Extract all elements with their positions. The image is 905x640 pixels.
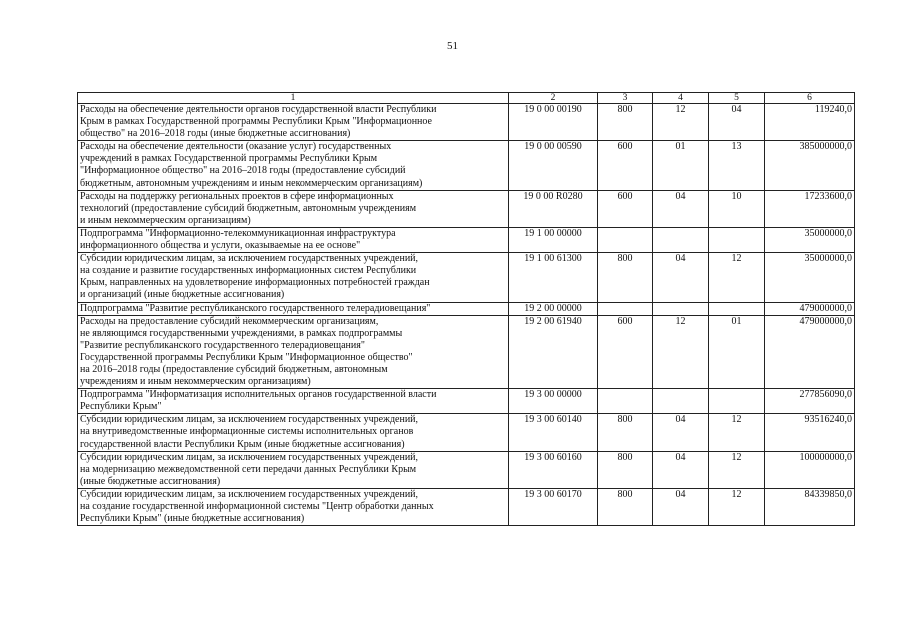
row-description: Подпрограмма "Информационно-телекоммуникационная инфраструктура информационного общества и услуги, оказываемые на ее основе" bbox=[78, 227, 509, 252]
row-subsection: 12 bbox=[709, 488, 765, 525]
row-expense-type bbox=[598, 389, 653, 414]
row-subsection: 12 bbox=[709, 253, 765, 302]
row-section bbox=[653, 227, 709, 252]
table-row bbox=[78, 104, 855, 141]
row-description: Субсидии юридическим лицам, за исключением государственных учреждений, на внутриведомственные информационные системы исполнительных органов государственной власти Республики Крым (иные бюджетные ассигнования) bbox=[78, 414, 509, 451]
row-target-code: 19 1 00 00000 bbox=[509, 227, 598, 252]
row-subsection: 12 bbox=[709, 414, 765, 451]
row-subsection bbox=[709, 227, 765, 252]
row-target-code: 19 2 00 61940 bbox=[509, 315, 598, 389]
column-header-amount: 6 bbox=[765, 93, 855, 104]
row-description: Расходы на поддержку региональных проектов в сфере информационных технологий (предоставление субсидий бюджетным, автономным учреждениям и иным некоммерческим организациям) bbox=[78, 190, 509, 227]
row-subsection: 01 bbox=[709, 315, 765, 389]
table-row bbox=[78, 389, 855, 414]
row-amount: 385000000,0 bbox=[765, 141, 855, 190]
row-expense-type: 600 bbox=[598, 190, 653, 227]
row-section: 01 bbox=[653, 141, 709, 190]
table-row bbox=[78, 451, 855, 488]
column-header-subsection: 5 bbox=[709, 93, 765, 104]
column-header-code: 2 bbox=[509, 93, 598, 104]
table-row bbox=[78, 190, 855, 227]
table-row bbox=[78, 488, 855, 525]
row-description: Расходы на обеспечение деятельности органов государственной власти Республики Крым в рамках Государственной программы Республики Крым "Информационное общество" на 2016–2018 годы (иные бюджетные ассигнования) bbox=[78, 104, 509, 141]
row-target-code: 19 0 00 R0280 bbox=[509, 190, 598, 227]
table-row bbox=[78, 253, 855, 302]
row-amount: 35000000,0 bbox=[765, 227, 855, 252]
table-row bbox=[78, 227, 855, 252]
row-description: Субсидии юридическим лицам, за исключением государственных учреждений, на создание государственной информационной системы "Центр обработки данных Республики Крым" (иные бюджетные ассигнования) bbox=[78, 488, 509, 525]
row-expense-type bbox=[598, 302, 653, 315]
row-expense-type: 600 bbox=[598, 315, 653, 389]
row-amount: 119240,0 bbox=[765, 104, 855, 141]
row-section bbox=[653, 302, 709, 315]
row-target-code: 19 3 00 60170 bbox=[509, 488, 598, 525]
row-section: 12 bbox=[653, 315, 709, 389]
column-header-section: 4 bbox=[653, 93, 709, 104]
row-target-code: 19 0 00 00590 bbox=[509, 141, 598, 190]
row-amount: 479000000,0 bbox=[765, 315, 855, 389]
row-description: Подпрограмма "Развитие республиканского государственного телерадиовещания" bbox=[78, 302, 509, 315]
row-section: 04 bbox=[653, 253, 709, 302]
row-section: 04 bbox=[653, 451, 709, 488]
page-number: 51 bbox=[447, 40, 458, 52]
row-target-code: 19 3 00 60140 bbox=[509, 414, 598, 451]
row-expense-type bbox=[598, 227, 653, 252]
row-subsection: 10 bbox=[709, 190, 765, 227]
row-section: 04 bbox=[653, 414, 709, 451]
row-subsection: 04 bbox=[709, 104, 765, 141]
row-description: Расходы на обеспечение деятельности (оказание услуг) государственных учреждений в рамках Государственной программы Республики Крым "Информационное общество" на 2016–2018 годы (предоставление субсидий бюджетным, автономным учреждениям и иным некоммерческим организациям) bbox=[78, 141, 509, 190]
table-row bbox=[78, 141, 855, 190]
row-subsection: 12 bbox=[709, 451, 765, 488]
row-target-code: 19 2 00 00000 bbox=[509, 302, 598, 315]
row-target-code: 19 3 00 60160 bbox=[509, 451, 598, 488]
row-description: Субсидии юридическим лицам, за исключением государственных учреждений, на модернизацию межведомственной сети передачи данных Республики Крым (иные бюджетные ассигнования) bbox=[78, 451, 509, 488]
row-amount: 479000000,0 bbox=[765, 302, 855, 315]
row-amount: 17233600,0 bbox=[765, 190, 855, 227]
row-section: 04 bbox=[653, 190, 709, 227]
row-section: 04 bbox=[653, 488, 709, 525]
row-description: Подпрограмма "Информатизация исполнительных органов государственной власти Республики Крым" bbox=[78, 389, 509, 414]
table-row bbox=[78, 315, 855, 389]
row-expense-type: 800 bbox=[598, 488, 653, 525]
row-expense-type: 800 bbox=[598, 253, 653, 302]
row-amount: 100000000,0 bbox=[765, 451, 855, 488]
row-expense-type: 800 bbox=[598, 104, 653, 141]
row-amount: 35000000,0 bbox=[765, 253, 855, 302]
column-header-expense-type: 3 bbox=[598, 93, 653, 104]
row-description: Расходы на предоставление субсидий некоммерческим организациям, не являющимся государственными учреждениями, в рамках подпрограммы "Развитие республиканского государственного телерадиовещания" Государственной программы Республики Крым "Информационное общество" на 2016–2018 годы (предоставление субсидий бюджетным, автономным учреждениям и иным некоммерческим организациям) bbox=[78, 315, 509, 389]
row-section bbox=[653, 389, 709, 414]
row-expense-type: 600 bbox=[598, 141, 653, 190]
row-section: 12 bbox=[653, 104, 709, 141]
table-header-row bbox=[78, 93, 855, 104]
row-expense-type: 800 bbox=[598, 414, 653, 451]
table-row bbox=[78, 302, 855, 315]
column-header-description: 1 bbox=[78, 93, 509, 104]
row-amount: 277856090,0 bbox=[765, 389, 855, 414]
row-target-code: 19 3 00 00000 bbox=[509, 389, 598, 414]
row-subsection: 13 bbox=[709, 141, 765, 190]
row-amount: 84339850,0 bbox=[765, 488, 855, 525]
table-row bbox=[78, 414, 855, 451]
row-target-code: 19 1 00 61300 bbox=[509, 253, 598, 302]
row-subsection bbox=[709, 302, 765, 315]
row-amount: 93516240,0 bbox=[765, 414, 855, 451]
row-description: Субсидии юридическим лицам, за исключением государственных учреждений, на создание и развитие государственных информационных систем Республики Крым, направленных на удовлетворение информационных потребностей граждан и организаций (иные бюджетные ассигнования) bbox=[78, 253, 509, 302]
row-expense-type: 800 bbox=[598, 451, 653, 488]
row-target-code: 19 0 00 00190 bbox=[509, 104, 598, 141]
row-subsection bbox=[709, 389, 765, 414]
budget-table bbox=[77, 92, 855, 526]
